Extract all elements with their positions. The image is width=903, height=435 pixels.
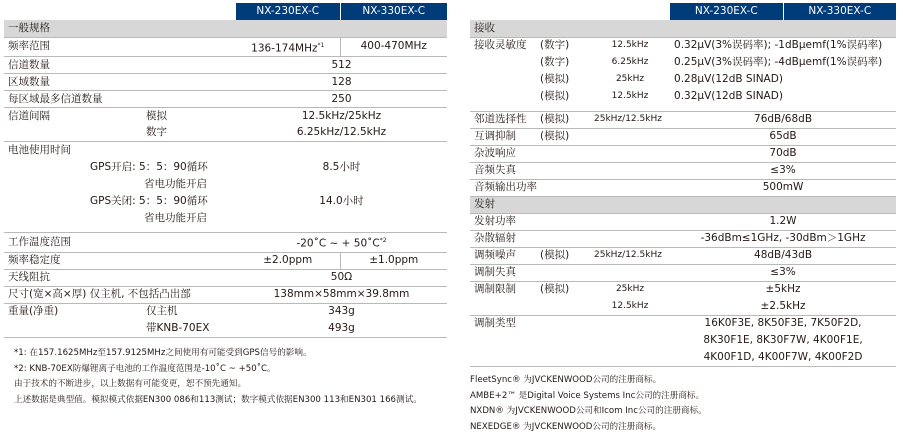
spec-label: 尺寸(宽×高×厚) 仅主机, 不包括凸出部 <box>4 286 236 303</box>
spec-value: 50Ω <box>236 269 447 286</box>
model-header-row <box>470 3 896 20</box>
spec-label: 邻道选择性 <box>470 111 536 128</box>
section-title: 发射 <box>470 196 896 213</box>
model-header-row <box>4 3 447 20</box>
spec-value: ±2.0ppm <box>236 252 340 269</box>
trademark-notes <box>470 373 707 435</box>
spec-sublabel: 带KNB-70EX <box>140 320 236 337</box>
spec-label: 区域数量 <box>4 74 236 91</box>
spec-value: 70dB <box>670 145 896 162</box>
spec-label: 工作温度范围 <box>4 233 236 253</box>
spec-label: 音频失真 <box>470 162 670 179</box>
spec-value: ≤3% <box>670 162 896 179</box>
spec-label: 信道数量 <box>4 57 236 74</box>
spec-mode: (模拟) <box>540 90 570 102</box>
spec-value: 4K00F1D, 4K00F7W, 4K00F2D <box>670 349 896 366</box>
spec-bandwidth: 6.25kHz <box>611 57 649 67</box>
spec-value: 500mW <box>670 179 896 196</box>
spec-label: 互调抑制 <box>470 128 536 145</box>
spec-value: ±5kHz <box>765 283 801 296</box>
spec-value: 138mm×58mm×39.8mm <box>236 286 447 303</box>
spec-value: 48dB/43dB <box>670 247 896 264</box>
spec-mode: (模拟) <box>536 247 590 264</box>
spec-value: 0.28μV(12dB SINAD) <box>674 73 783 85</box>
model-header: NX-230EX-C <box>236 3 340 20</box>
spec-bandwidth: 12.5kHz <box>590 298 670 315</box>
spec-label: 信道间隔 <box>8 109 50 122</box>
spec-value: 493g <box>236 320 447 337</box>
spec-bandwidth: 25kHz/12.5kHz <box>590 111 670 128</box>
spec-bandwidth: 25kHz/12.5kHz <box>590 247 670 264</box>
trademark-note: FleetSync® 为JVCKENWOOD公司的注册商标。 <box>470 375 662 385</box>
spec-value: 65dB <box>670 128 896 145</box>
spec-label: 调制失真 <box>470 264 670 281</box>
spec-value: 1.2W <box>670 213 896 230</box>
spec-label: 调制类型 <box>474 317 516 330</box>
footnote: 上述数据是典型值。模拟模式依据EN300 086和113测试；数字模式依据EN300 113和EN301 166测试。 <box>14 394 422 405</box>
spec-mode: (模拟) <box>536 111 590 128</box>
spec-sublabel: GPS关闭: 5：5：90循环 <box>90 194 208 207</box>
spec-label: 音频输出功率 <box>470 179 670 196</box>
spec-mode: (模拟) <box>540 283 570 296</box>
spec-mode: (数字) <box>540 56 570 68</box>
spec-sublabel: 数字 <box>140 125 236 142</box>
spec-bandwidth: 25kHz <box>615 74 645 84</box>
section-title: 接收 <box>470 20 896 37</box>
spec-value: 14.0小时 <box>319 194 364 207</box>
spec-sublabel: 模拟 <box>146 109 167 122</box>
spec-value: 343g <box>328 305 355 318</box>
spec-value: 12.5kHz/25kHz <box>301 109 382 122</box>
spec-label: 频率稳定度 <box>4 252 236 269</box>
spec-label: 频率范围 <box>4 37 236 57</box>
spec-value: 0.32μV(3%误码率); -1dBμemf(1%误码率) <box>674 39 883 52</box>
model-header: NX-230EX-C <box>670 3 783 20</box>
section-title: 一般规格 <box>4 20 447 37</box>
spec-label: 发射功率 <box>470 213 670 230</box>
spec-label: 重量(净重) <box>8 305 59 318</box>
general-spec-table <box>4 3 447 338</box>
trademark-note: NEXEDGE® 为JVCKENWOOD公司的注册商标。 <box>470 421 662 432</box>
spec-value: -20˚C ~ + $50˚C^{*2}$ <box>236 233 447 253</box>
spec-label: 杂散辐射 <box>470 230 670 247</box>
spec-sublabel: GPS开启: 5：5：90循环 <box>90 160 208 173</box>
spec-value: ±1.0ppm <box>340 252 447 269</box>
spec-value: -36dBm≤1GHz, -30dBm＞1GHz <box>670 230 896 247</box>
footnote: *2: KNB-70EX防爆锂离子电池的工作温度范围是-10˚C ~ +50˚C。 <box>14 363 276 374</box>
footnote: *1: 在157.1625MHz至157.9125MHz之间使用有可能受到GPS信号的影响。 <box>14 348 312 358</box>
spec-value: 76dB/68dB <box>670 111 896 128</box>
spec-label: 接收灵敏度 <box>474 39 527 52</box>
spec-value: ≤3% <box>670 264 896 281</box>
spec-value: 0.32μV(12dB SINAD) <box>674 90 783 102</box>
spec-label: 每区域最多信道数量 <box>4 91 236 108</box>
spec-value: 400-470MHz <box>340 37 447 57</box>
spec-label: 杂波响应 <box>470 145 670 162</box>
spec-label: 天线阻抗 <box>4 269 236 286</box>
spec-mode: (模拟) <box>536 128 590 145</box>
spec-label: 调频噪声 <box>470 247 536 264</box>
spec-bandwidth: 12.5kHz <box>611 91 649 101</box>
spec-sublabel: 省电功能开启 <box>144 211 207 224</box>
spec-label: 调制限制 <box>474 283 516 296</box>
trademark-note: AMBE+2™ 是Digital Voice Systems Inc公司的注册商标。 <box>470 390 705 401</box>
spec-value: 250 <box>236 91 447 108</box>
spec-bandwidth: 25kHz <box>615 284 645 295</box>
spec-value: 136-174MHz$^{*1}$ <box>236 37 340 57</box>
footnote: 由于技术的不断进步，以上数据有可能变更，恕不预先通知。 <box>14 379 247 389</box>
spec-label: 电池使用时间 <box>8 143 71 156</box>
spec-value: 8K30F1E, 8K30F7W, 4K00F1E, <box>703 334 863 346</box>
spec-sublabel: 仅主机 <box>146 305 178 318</box>
spec-value: 512 <box>236 57 447 74</box>
spec-value: 8.5小时 <box>322 160 361 173</box>
spec-mode: (数字) <box>540 39 570 52</box>
spec-mode: (模拟) <box>540 73 570 85</box>
spec-bandwidth: 12.5kHz <box>611 40 649 51</box>
model-header: NX-330EX-C <box>783 3 896 20</box>
spec-value: ±2.5kHz <box>670 298 896 315</box>
rx-tx-spec-table <box>470 3 896 367</box>
footnotes <box>14 346 422 408</box>
spec-sublabel: 省电功能开启 <box>144 177 207 190</box>
spec-value: 0.25μV(3%误码率); -4dBμemf(1%误码率) <box>674 56 883 68</box>
trademark-note: NXDN® 为JVCKENWOOD公司和Icom Inc公司的注册商标。 <box>470 406 707 416</box>
spec-value: 16K0F3E, 8K50F3E, 7K50F2D, <box>704 317 862 330</box>
model-header: NX-330EX-C <box>340 3 447 20</box>
spec-value: 128 <box>236 74 447 91</box>
spec-value: 6.25kHz/12.5kHz <box>236 125 447 142</box>
